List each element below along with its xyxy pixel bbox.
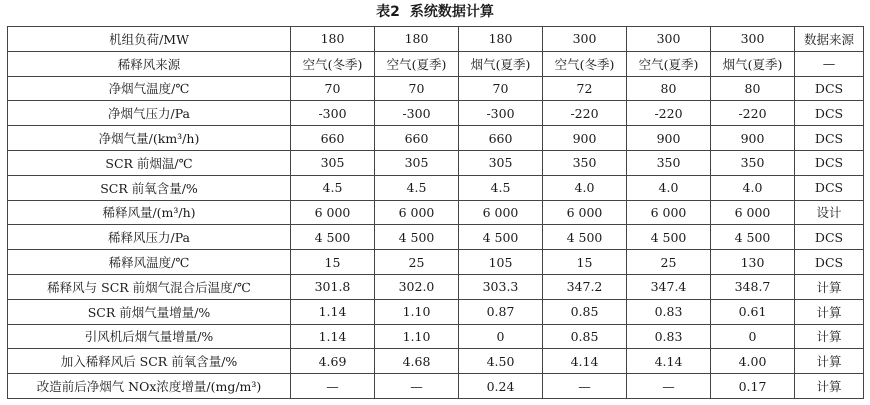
header-label-cell: 机组负荷/MW <box>8 27 291 52</box>
row-source-cell: DCS <box>795 101 864 126</box>
row-value-cell: 72 <box>543 76 627 101</box>
row-value-cell: 660 <box>291 126 375 151</box>
row-source-cell: 计算 <box>795 349 864 374</box>
table-row <box>8 101 864 126</box>
row-value-cell: 0.85 <box>543 299 627 324</box>
row-label-cell: 净烟气量/(km³/h) <box>8 126 291 151</box>
table-title: 系统数据计算 <box>409 4 494 20</box>
row-value-cell: 900 <box>543 126 627 151</box>
row-value-cell: -220 <box>543 101 627 126</box>
row-value-cell: 烟气(夏季) <box>711 51 795 76</box>
row-value-cell: — <box>291 374 375 399</box>
table-row <box>8 175 864 200</box>
row-value-cell: 70 <box>375 76 459 101</box>
header-row <box>8 27 864 52</box>
row-value-cell: 0.85 <box>543 324 627 349</box>
row-value-cell: 305 <box>375 150 459 175</box>
row-value-cell: 1.14 <box>291 299 375 324</box>
row-value-cell: 烟气(夏季) <box>459 51 543 76</box>
row-value-cell: 25 <box>375 250 459 275</box>
row-value-cell: 4 500 <box>627 225 711 250</box>
row-value-cell: 1.10 <box>375 324 459 349</box>
row-value-cell: — <box>627 374 711 399</box>
row-value-cell: 130 <box>711 250 795 275</box>
table-row <box>8 324 864 349</box>
row-value-cell: 301.8 <box>291 274 375 299</box>
row-value-cell: — <box>543 374 627 399</box>
row-value-cell: 6 000 <box>543 200 627 225</box>
row-value-cell: 303.3 <box>459 274 543 299</box>
header-value-cell: 180 <box>375 27 459 52</box>
table-row <box>8 51 864 76</box>
row-value-cell: 660 <box>459 126 543 151</box>
table-row <box>8 150 864 175</box>
row-value-cell: -300 <box>291 101 375 126</box>
row-value-cell: 0.83 <box>627 299 711 324</box>
row-value-cell: 4 500 <box>543 225 627 250</box>
row-value-cell: 4 500 <box>291 225 375 250</box>
table-row <box>8 126 864 151</box>
row-value-cell: 15 <box>291 250 375 275</box>
row-value-cell: 0.87 <box>459 299 543 324</box>
row-value-cell: 0.83 <box>627 324 711 349</box>
row-label-cell: 稀释风与 SCR 前烟气混合后温度/℃ <box>8 274 291 299</box>
row-value-cell: 350 <box>627 150 711 175</box>
row-label-cell: 净烟气温度/℃ <box>8 76 291 101</box>
row-value-cell: 6 000 <box>291 200 375 225</box>
table-caption <box>0 0 870 24</box>
row-value-cell: 1.14 <box>291 324 375 349</box>
row-value-cell: 4.5 <box>375 175 459 200</box>
row-value-cell: 305 <box>459 150 543 175</box>
row-source-cell: DCS <box>795 250 864 275</box>
header-source-cell: 数据来源 <box>795 27 864 52</box>
row-value-cell: 0 <box>459 324 543 349</box>
row-value-cell: 15 <box>543 250 627 275</box>
header-value-cell: 180 <box>459 27 543 52</box>
row-value-cell: -300 <box>375 101 459 126</box>
table-row <box>8 250 864 275</box>
row-label-cell: 稀释风来源 <box>8 51 291 76</box>
row-value-cell: -220 <box>627 101 711 126</box>
row-value-cell: 4.5 <box>459 175 543 200</box>
row-value-cell: 空气(夏季) <box>375 51 459 76</box>
row-value-cell: 660 <box>375 126 459 151</box>
row-value-cell: 4.0 <box>711 175 795 200</box>
row-label-cell: 加入稀释风后 SCR 前氧含量/% <box>8 349 291 374</box>
row-source-cell: DCS <box>795 225 864 250</box>
row-value-cell: 80 <box>711 76 795 101</box>
row-value-cell: 6 000 <box>711 200 795 225</box>
table-row <box>8 200 864 225</box>
row-value-cell: 空气(冬季) <box>543 51 627 76</box>
row-value-cell: -220 <box>711 101 795 126</box>
row-value-cell: 80 <box>627 76 711 101</box>
row-value-cell: 空气(夏季) <box>627 51 711 76</box>
row-value-cell: 4.00 <box>711 349 795 374</box>
row-source-cell: — <box>795 51 864 76</box>
table-row <box>8 374 864 399</box>
row-value-cell: 105 <box>459 250 543 275</box>
table-number: 表2 <box>376 4 400 20</box>
row-value-cell: 0.24 <box>459 374 543 399</box>
row-value-cell: 6 000 <box>375 200 459 225</box>
row-label-cell: 净烟气压力/Pa <box>8 101 291 126</box>
row-value-cell: 1.10 <box>375 299 459 324</box>
row-value-cell: 4 500 <box>711 225 795 250</box>
row-value-cell: 4.0 <box>627 175 711 200</box>
row-value-cell: 0.61 <box>711 299 795 324</box>
header-value-cell: 300 <box>711 27 795 52</box>
row-source-cell: 计算 <box>795 374 864 399</box>
row-value-cell: 4 500 <box>375 225 459 250</box>
row-value-cell: 4.14 <box>543 349 627 374</box>
table-body <box>8 27 864 399</box>
row-value-cell: 0.17 <box>711 374 795 399</box>
row-value-cell: 4.0 <box>543 175 627 200</box>
row-label-cell: 稀释风量/(m³/h) <box>8 200 291 225</box>
row-label-cell: 引风机后烟气量增量/% <box>8 324 291 349</box>
header-value-cell: 180 <box>291 27 375 52</box>
row-source-cell: 计算 <box>795 299 864 324</box>
row-value-cell: 0 <box>711 324 795 349</box>
row-value-cell: -300 <box>459 101 543 126</box>
row-value-cell: 70 <box>459 76 543 101</box>
row-value-cell: 6 000 <box>627 200 711 225</box>
row-label-cell: SCR 前烟气量增量/% <box>8 299 291 324</box>
row-value-cell: 70 <box>291 76 375 101</box>
row-value-cell: 305 <box>291 150 375 175</box>
row-value-cell: 4.50 <box>459 349 543 374</box>
row-value-cell: 900 <box>627 126 711 151</box>
row-value-cell: 350 <box>711 150 795 175</box>
table-row <box>8 299 864 324</box>
row-value-cell: 347.4 <box>627 274 711 299</box>
header-value-cell: 300 <box>543 27 627 52</box>
row-label-cell: 改造前后净烟气 NOx浓度增量/(mg/m³) <box>8 374 291 399</box>
table-row <box>8 349 864 374</box>
row-value-cell: 4.5 <box>291 175 375 200</box>
row-source-cell: 设计 <box>795 200 864 225</box>
table-row <box>8 274 864 299</box>
row-value-cell: 6 000 <box>459 200 543 225</box>
row-value-cell: 302.0 <box>375 274 459 299</box>
row-label-cell: 稀释风压力/Pa <box>8 225 291 250</box>
row-value-cell: 348.7 <box>711 274 795 299</box>
row-source-cell: 计算 <box>795 274 864 299</box>
row-value-cell: 900 <box>711 126 795 151</box>
row-value-cell: 4 500 <box>459 225 543 250</box>
row-source-cell: DCS <box>795 76 864 101</box>
row-value-cell: 4.14 <box>627 349 711 374</box>
row-value-cell: 347.2 <box>543 274 627 299</box>
header-value-cell: 300 <box>627 27 711 52</box>
row-label-cell: 稀释风温度/℃ <box>8 250 291 275</box>
row-value-cell: 4.68 <box>375 349 459 374</box>
row-source-cell: DCS <box>795 175 864 200</box>
row-value-cell: 25 <box>627 250 711 275</box>
system-data-table <box>7 26 864 399</box>
row-value-cell: 空气(冬季) <box>291 51 375 76</box>
row-value-cell: — <box>375 374 459 399</box>
row-source-cell: DCS <box>795 126 864 151</box>
table-row <box>8 76 864 101</box>
row-value-cell: 4.69 <box>291 349 375 374</box>
row-label-cell: SCR 前氧含量/% <box>8 175 291 200</box>
row-value-cell: 350 <box>543 150 627 175</box>
row-label-cell: SCR 前烟温/℃ <box>8 150 291 175</box>
row-source-cell: 计算 <box>795 324 864 349</box>
row-source-cell: DCS <box>795 150 864 175</box>
table-row <box>8 225 864 250</box>
